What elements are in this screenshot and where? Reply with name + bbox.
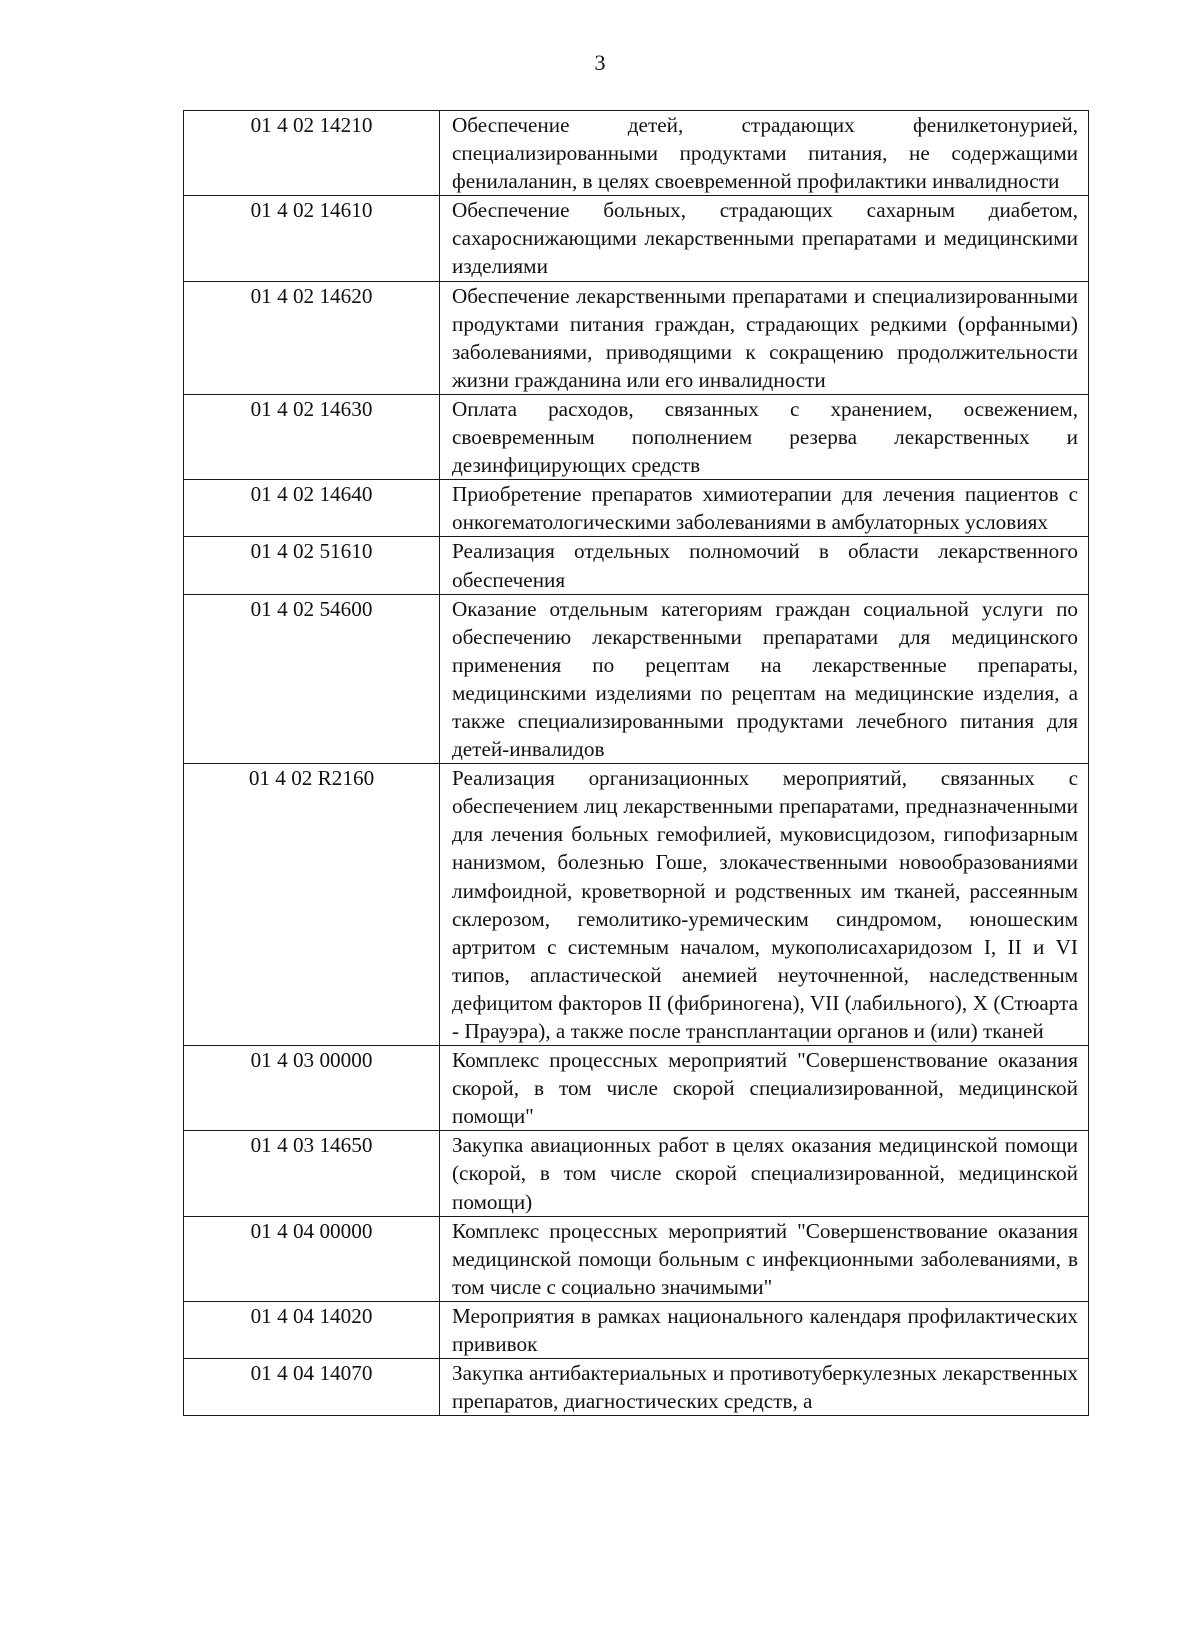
- row-description: Реализация организационных мероприятий, связанных с обеспечением лиц лекарственными препаратами, предназначенными для лечения больных гемофилией, муковисцидозом, гипофизарным нанизмом, болезнью Гоше, злокачественными новообразованиями лимфоидной, кроветворной и родственных им тканей, рассеянным склерозом, гемолитико-уремическим синдромом, юношеским артритом с системным началом, мукополисахаридозом I, II и VI типов, апластической анемией неуточненной, наследственным дефицитом факторов II (фибриногена), VII (лабильного), X (Стюарта - Прауэра), а также после трансплантации органов и (или) тканей: [440, 764, 1089, 1046]
- row-code: 01 4 02 14630: [184, 394, 440, 479]
- row-description: Реализация отдельных полномочий в области лекарственного обеспечения: [440, 537, 1089, 594]
- row-code: 01 4 04 14070: [184, 1359, 440, 1416]
- row-description: Комплекс процессных мероприятий "Совершенствование оказания скорой, в том числе скорой специализированной, медицинской помощи": [440, 1046, 1089, 1131]
- table-row: [184, 281, 1089, 394]
- table-row: [184, 394, 1089, 479]
- row-description: Оказание отдельным категориям граждан социальной услуги по обеспечению лекарственными препаратами для медицинского применения по рецептам на лекарственные препараты, медицинскими изделиями по рецептам на медицинские изделия, а также специализированными продуктами лечебного питания для детей-инвалидов: [440, 594, 1089, 764]
- row-code: 01 4 02 14210: [184, 111, 440, 196]
- row-code: 01 4 03 14650: [184, 1131, 440, 1216]
- row-code: 01 4 04 00000: [184, 1216, 440, 1301]
- row-description: Обеспечение детей, страдающих фенилкетонурией, специализированными продуктами питания, не содержащими фенилаланин, в целях своевременной профилактики инвалидности: [440, 111, 1089, 196]
- row-description: Закупка авиационных работ в целях оказания медицинской помощи (скорой, в том числе скорой специализированной, медицинской помощи): [440, 1131, 1089, 1216]
- budget-codes-table: [183, 110, 1089, 1416]
- table-row: [184, 1359, 1089, 1416]
- row-description: Обеспечение лекарственными препаратами и специализированными продуктами питания граждан, страдающих редкими (орфанными) заболеваниями, приводящими к сокращению продолжительности жизни гражданина или его инвалидности: [440, 281, 1089, 394]
- table-row: [184, 111, 1089, 196]
- table-row: [184, 764, 1089, 1046]
- row-description: Комплекс процессных мероприятий "Совершенствование оказания медицинской помощи больным с инфекционными заболеваниями, в том числе с социально значимыми": [440, 1216, 1089, 1301]
- table-row: [184, 537, 1089, 594]
- row-code: 01 4 02 14640: [184, 480, 440, 537]
- row-code: 01 4 02 14620: [184, 281, 440, 394]
- row-code: 01 4 02 R2160: [184, 764, 440, 1046]
- table-row: [184, 594, 1089, 764]
- table-row: [184, 196, 1089, 281]
- row-code: 01 4 02 14610: [184, 196, 440, 281]
- row-code: 01 4 02 54600: [184, 594, 440, 764]
- table-row: [184, 480, 1089, 537]
- row-code: 01 4 03 00000: [184, 1046, 440, 1131]
- table-row: [184, 1216, 1089, 1301]
- row-code: 01 4 02 51610: [184, 537, 440, 594]
- page-number: 3: [594, 50, 606, 75]
- table-row: [184, 1131, 1089, 1216]
- row-code: 01 4 04 14020: [184, 1301, 440, 1358]
- row-description: Мероприятия в рамках национального календаря профилактических прививок: [440, 1301, 1089, 1358]
- table-row: [184, 1301, 1089, 1358]
- row-description: Приобретение препаратов химиотерапии для лечения пациентов с онкогематологическими заболеваниями в амбулаторных условиях: [440, 480, 1089, 537]
- row-description: Оплата расходов, связанных с хранением, освежением, своевременным пополнением резерва лекарственных и дезинфицирующих средств: [440, 394, 1089, 479]
- table-row: [184, 1046, 1089, 1131]
- row-description: Закупка антибактериальных и противотуберкулезных лекарственных препаратов, диагностических средств, а: [440, 1359, 1089, 1416]
- row-description: Обеспечение больных, страдающих сахарным диабетом, сахароснижающими лекарственными препаратами и медицинскими изделиями: [440, 196, 1089, 281]
